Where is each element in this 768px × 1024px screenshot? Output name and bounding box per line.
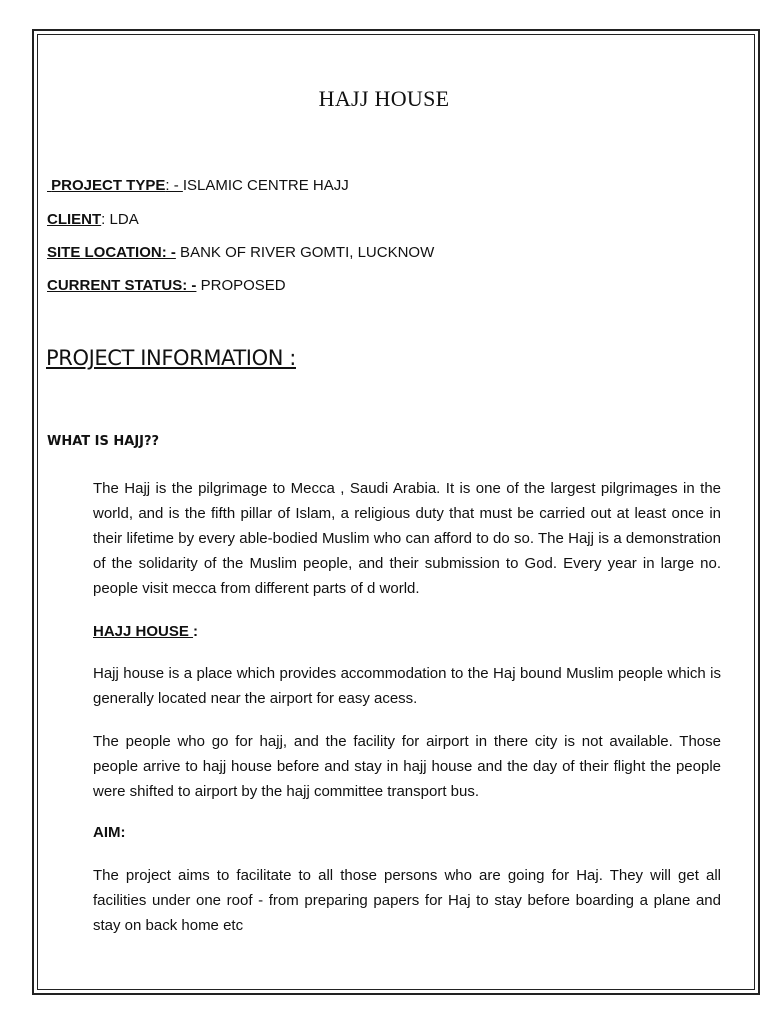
aim-heading: AIM:: [93, 824, 126, 841]
site-location-label: SITE LOCATION: -: [47, 244, 176, 261]
site-location-value: BANK OF RIVER GOMTI, LUCKNOW: [175, 244, 435, 261]
project-type-separator: : -: [165, 177, 183, 194]
project-information-heading: PROJECT INFORMATION :: [46, 346, 296, 370]
aim-paragraph: The project aims to facilitate to all those persons who are going for Haj. They will get all facilities under one roof - from preparing papers for Haj to stay before boarding a plane and stay on back home etc: [93, 867, 721, 934]
client-value: LDA: [109, 211, 139, 228]
project-type-value: ISLAMIC CENTRE HAJJ: [182, 177, 349, 194]
hajj-house-heading-text: HAJJ HOUSE: [93, 623, 194, 640]
client-separator: :: [101, 211, 110, 228]
hajj-house-paragraph-2: The people who go for hajj, and the facility for airport in there city is not available. Those people arrive to hajj house before and stay in hajj house and the day of their flight the people were shifted to airport by the hajj committee transport bus.: [93, 733, 721, 800]
project-type-line: [47, 177, 349, 194]
current-status-value: PROPOSED: [196, 277, 286, 294]
current-status-line: [47, 277, 286, 294]
hajj-house-heading: [93, 623, 198, 640]
hajj-house-paragraph-1: Hajj house is a place which provides accommodation to the Haj bound Muslim people which is generally located near the airport for easy acess.: [93, 665, 721, 707]
site-location-line: [47, 244, 434, 261]
what-is-hajj-paragraph: The Hajj is the pilgrimage to Mecca , Saudi Arabia. It is one of the largest pilgrimages in the world, and is the fifth pillar of Islam, a religious duty that must be carried out at least once in their lifetime by every able-bodied Muslim who can afford to do so. The Hajj is a demonstration of the solidarity of the Muslim people, and their submission to God. Every year in large no. people visit mecca from different parts of d world.: [93, 480, 721, 597]
project-type-label: PROJECT TYPE: [51, 177, 166, 194]
client-label: CLIENT: [47, 211, 102, 228]
current-status-label: CURRENT STATUS: -: [47, 277, 197, 294]
document-title: HAJJ HOUSE: [318, 86, 450, 111]
what-is-hajj-heading: WHAT IS HAJJ??: [47, 434, 160, 449]
client-line: [47, 211, 139, 228]
hajj-house-heading-colon: :: [193, 623, 199, 640]
